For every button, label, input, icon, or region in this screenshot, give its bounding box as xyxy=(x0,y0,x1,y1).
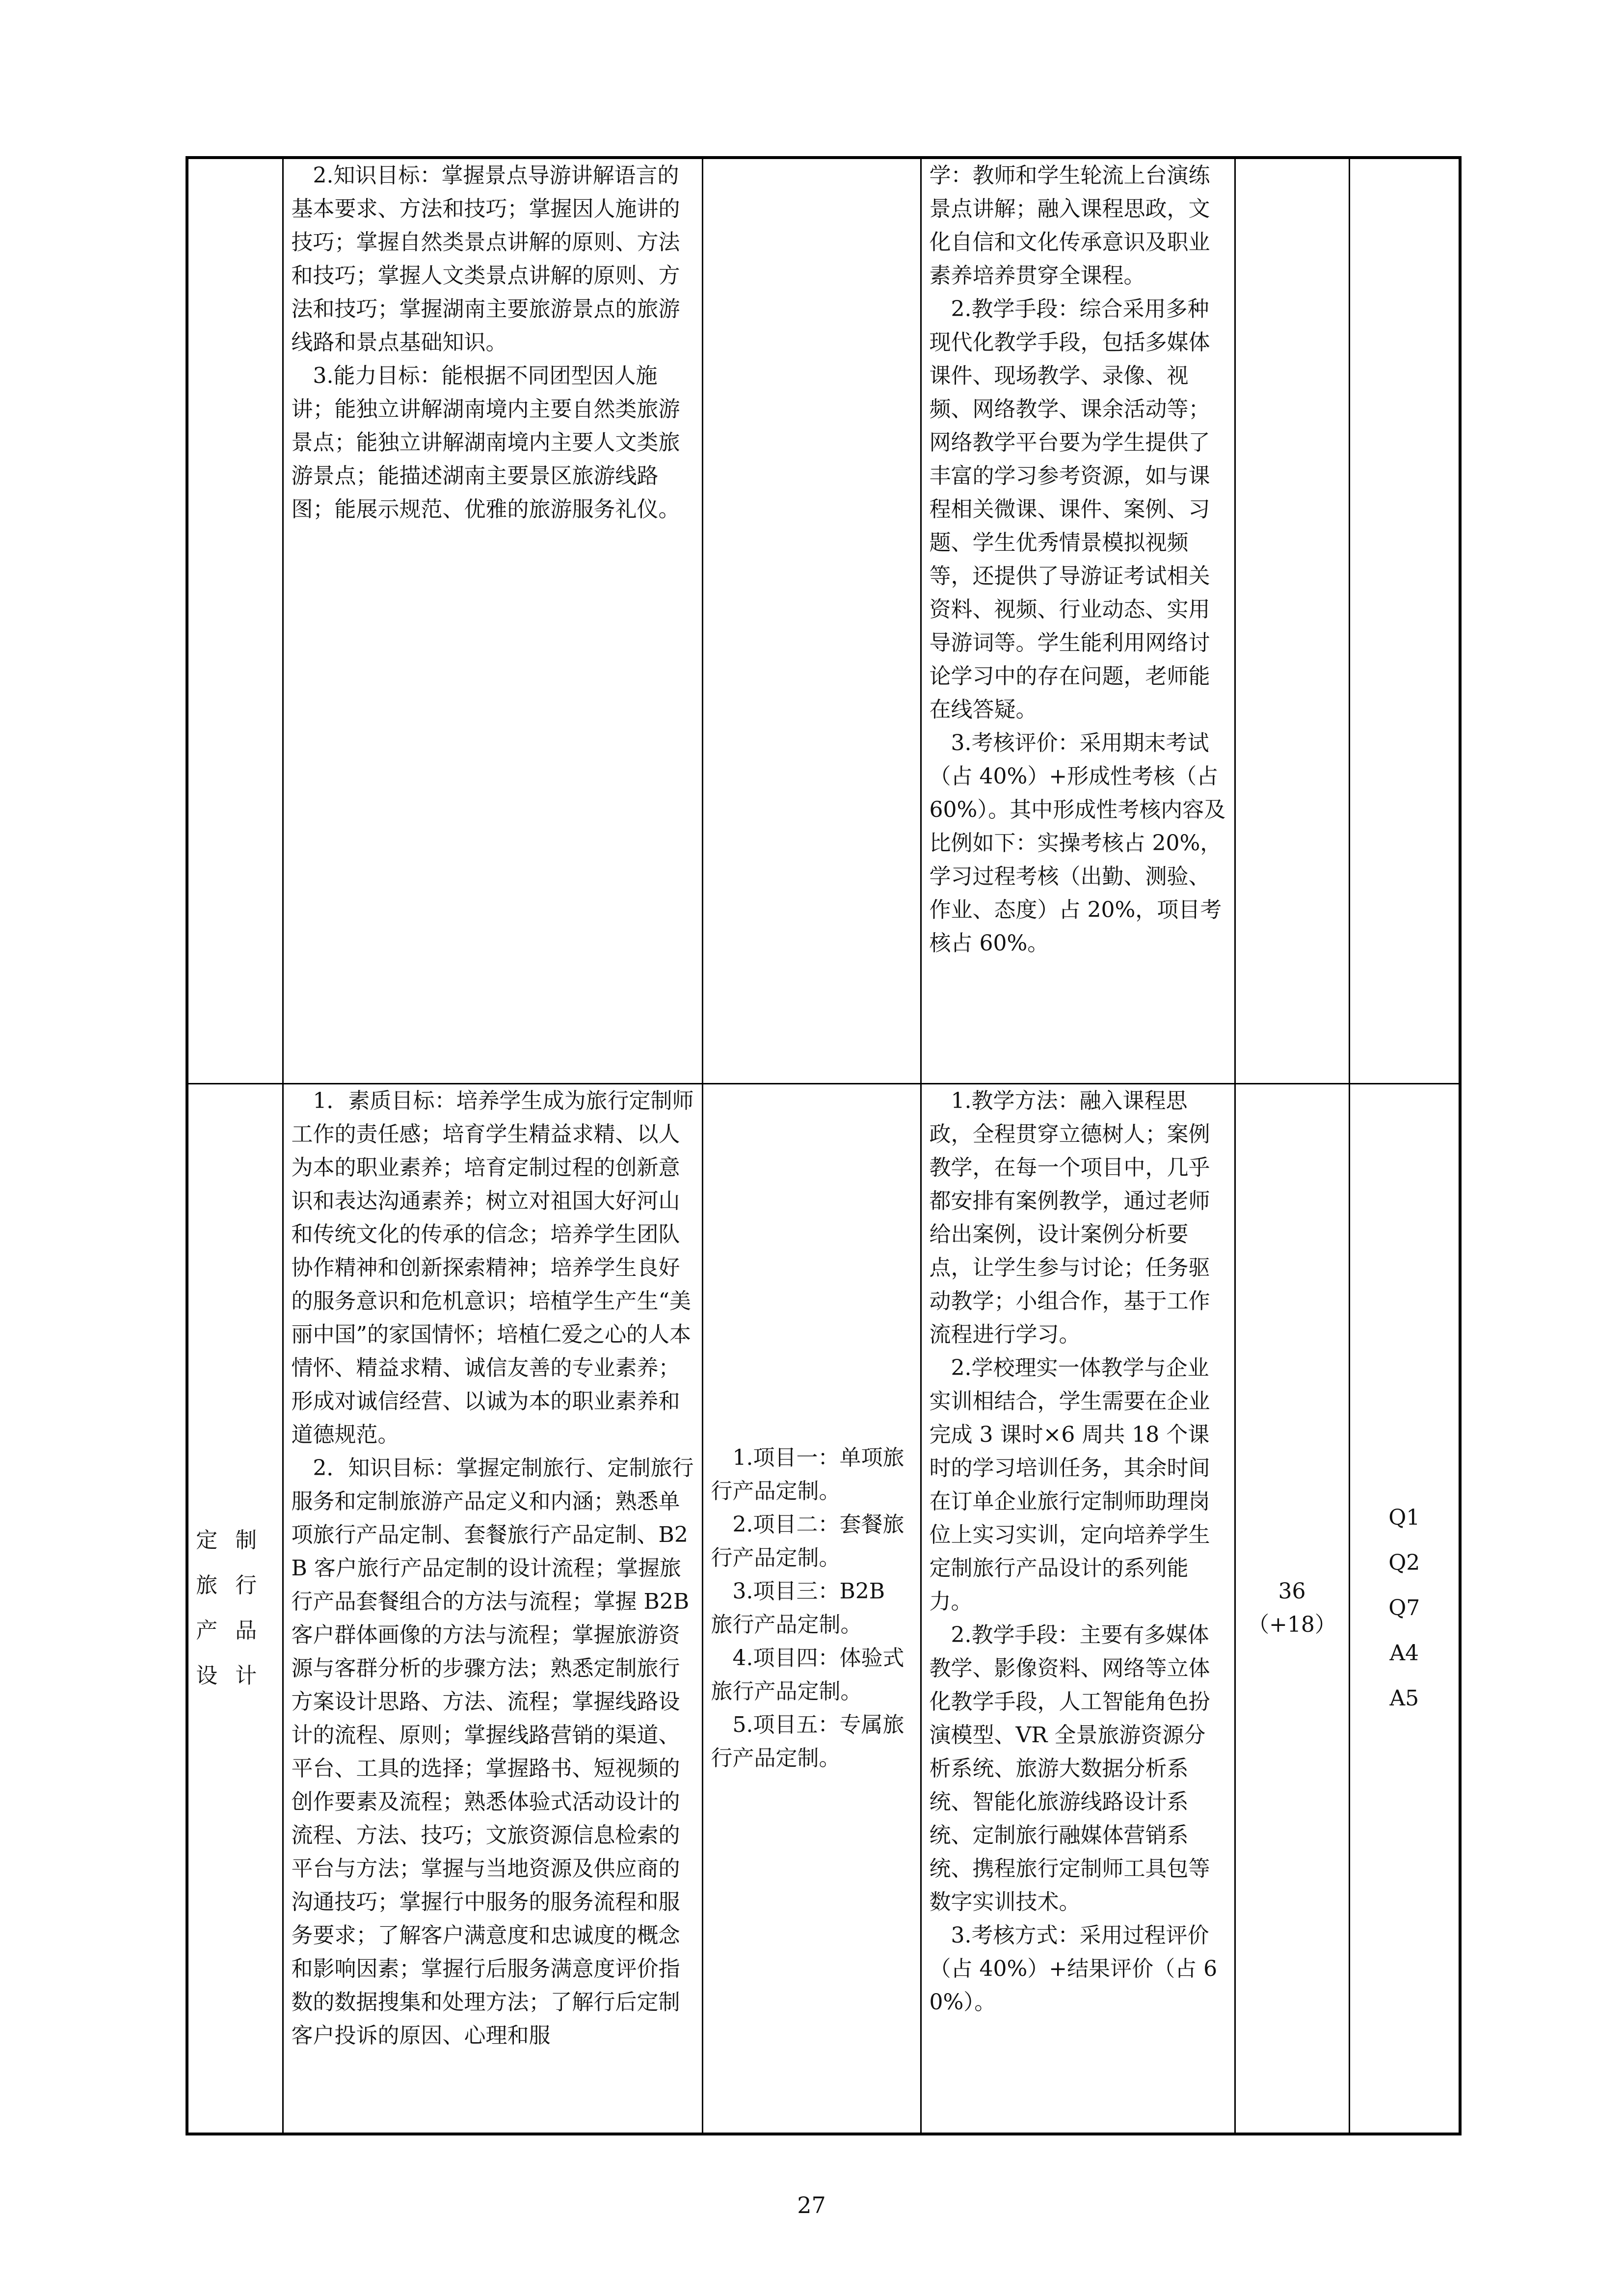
objectives-cell xyxy=(283,158,702,1083)
code-item: Q1 xyxy=(1388,1505,1420,1531)
content-cell xyxy=(702,158,921,1083)
objective-paragraph: 3.能力目标：能根据不同团型因人施讲；能独立讲解湖南境内主要自然类旅游景点；能独立讲解湖南境内主要人文类旅游景点；能描述湖南主要景区旅游线路图；能展示规范、优雅的旅游服务礼仪。 xyxy=(291,363,680,522)
requirement-paragraph: 2.教学手段：主要有多媒体教学、影像资料、网络等立体化教学手段，人工智能角色扮演模型、VR 全景旅游资源分析系统、旅游大数据分析系统、智能化旅游线路设计系统、定制旅行融媒体营销系统、携程旅行定制师工具包等数字实训技术。 xyxy=(929,1622,1210,1915)
requirement-paragraph: 2.学校理实一体教学与企业实训相结合，学生需要在企业完成 3 课时×6 周共 18 个课时的学习培训任务，其余时间在订单企业旅行定制师助理岗位上实习实训，定向培养学生定制旅行产品设计的系列能力。 xyxy=(929,1355,1210,1614)
requirement-paragraph: 2.教学手段：综合采用多种现代化教学手段，包括多媒体课件、现场教学、录像、视频、网络教学、课余活动等；网络教学平台要为学生提供了丰富的学习参考资源，如与课程相关微课、课件、案例、习题、学生优秀情景模拟视频等，还提供了导游证考试相关资料、视频、行业动态、实用导游词等。学生能利用网络讨论学习中的存在问题，老师能在线答疑。 xyxy=(929,297,1210,722)
content-cell xyxy=(702,1083,921,2134)
codes-cell xyxy=(1349,158,1460,1083)
table-row xyxy=(187,158,1460,1083)
requirements-cell xyxy=(921,158,1235,1083)
requirement-paragraph: 3.考核评价：采用期末考试（占 40%）+形成性考核（占 60%）。其中形成性考核内容及比例如下：实操考核占 20%，学习过程考核（出勤、测验、作业、态度）占 20%，项目考核占 60%。 xyxy=(929,730,1226,956)
course-name-line: 定制 xyxy=(196,1528,275,1553)
objective-paragraph: 2.知识目标：掌握景点导游讲解语言的基本要求、方法和技巧；掌握因人施讲的技巧；掌握自然类景点讲解的原则、方法和技巧；掌握人文类景点讲解的原则、方法和技巧；掌握湖南主要旅游景点的旅游线路和景点基础知识。 xyxy=(291,163,680,355)
requirement-paragraph: 学：教师和学生轮流上台演练景点讲解；融入课程思政，文化自信和文化传承意识及职业素养培养贯穿全课程。 xyxy=(929,163,1210,288)
course-name-cell xyxy=(187,1083,283,2134)
code-item: A4 xyxy=(1389,1641,1419,1666)
page-number: 27 xyxy=(797,2192,826,2218)
course-table xyxy=(186,156,1462,2135)
hours-value: 36 xyxy=(1278,1579,1306,1604)
hours-extra: （+18） xyxy=(1248,1612,1336,1638)
objective-paragraph: 1．素质目标：培养学生成为旅行定制师工作的责任感；培育学生精益求精、以人为本的职业素养；培育定制过程的创新意识和表达沟通素养；树立对祖国大好河山和传统文化的传承的信念；培养学生团队协作精神和创新探索精神；培养学生良好的服务意识和危机意识；培植学生产生“美丽中国”的家国情怀；培植仁爱之心的人本情怀、精益求精、诚信友善的专业素养；形成对诚信经营、以诚为本的职业素养和道德规范。 xyxy=(291,1088,694,1447)
requirements-cell xyxy=(921,1083,1235,2134)
code-item: A5 xyxy=(1389,1686,1419,1711)
code-item: Q2 xyxy=(1388,1550,1420,1576)
content-item: 1.项目一：单项旅行产品定制。 xyxy=(711,1445,905,1504)
objectives-cell xyxy=(283,1083,702,2134)
course-name-line: 设计 xyxy=(196,1663,275,1689)
hours-cell xyxy=(1235,1083,1349,2134)
content-item: 2.项目二：套餐旅行产品定制。 xyxy=(711,1512,905,1571)
requirement-paragraph: 1.教学方法：融入课程思政，全程贯穿立德树人；案例教学，在每一个项目中，几乎都安排有案例教学，通过老师给出案例，设计案例分析要点，让学生参与讨论；任务驱动教学；小组合作，基于工作流程进行学习。 xyxy=(929,1088,1210,1347)
content-item: 5.项目五：专属旅行产品定制。 xyxy=(711,1712,905,1771)
course-name-line: 产品 xyxy=(196,1618,275,1644)
codes-cell xyxy=(1349,1083,1460,2134)
course-name-line: 旅行 xyxy=(196,1573,275,1598)
objective-paragraph: 2．知识目标：掌握定制旅行、定制旅行服务和定制旅游产品定义和内涵；熟悉单项旅行产品定制、套餐旅行产品定制、B2B 客户旅行产品定制的设计流程；掌握旅行产品套餐组合的方法与流程；掌握 B2B 客户群体画像的方法与流程；掌握旅游资源与客群分析的步骤方法；熟悉定制旅行方案设计思路、方法、流程；掌握线路设计的流程、原则；掌握线路营销的渠道、平台、工具的选择；掌握路书、短视频的创作要素及流程；熟悉体验式活动设计的流程、方法、技巧；文旅资源信息检索的平台与方法；掌握与当地资源及供应商的沟通技巧；掌握行中服务的服务流程和服务要求；了解客户满意度和忠诚度的概念和影响因素；掌握行后服务满意度评价指数的数据搜集和处理方法；了解行后定制客户投诉的原因、心理和服 xyxy=(291,1455,696,2048)
hours-cell xyxy=(1235,158,1349,1083)
requirement-paragraph: 3.考核方式：采用过程评价（占 40%）+结果评价（占 60%）。 xyxy=(929,1922,1218,2015)
content-item: 4.项目四：体验式旅行产品定制。 xyxy=(711,1646,905,1704)
content-item: 3.项目三：B2B 旅行产品定制。 xyxy=(711,1579,892,1638)
table-row xyxy=(187,1083,1460,2134)
course-name-cell xyxy=(187,158,283,1083)
code-item: Q7 xyxy=(1388,1595,1420,1621)
